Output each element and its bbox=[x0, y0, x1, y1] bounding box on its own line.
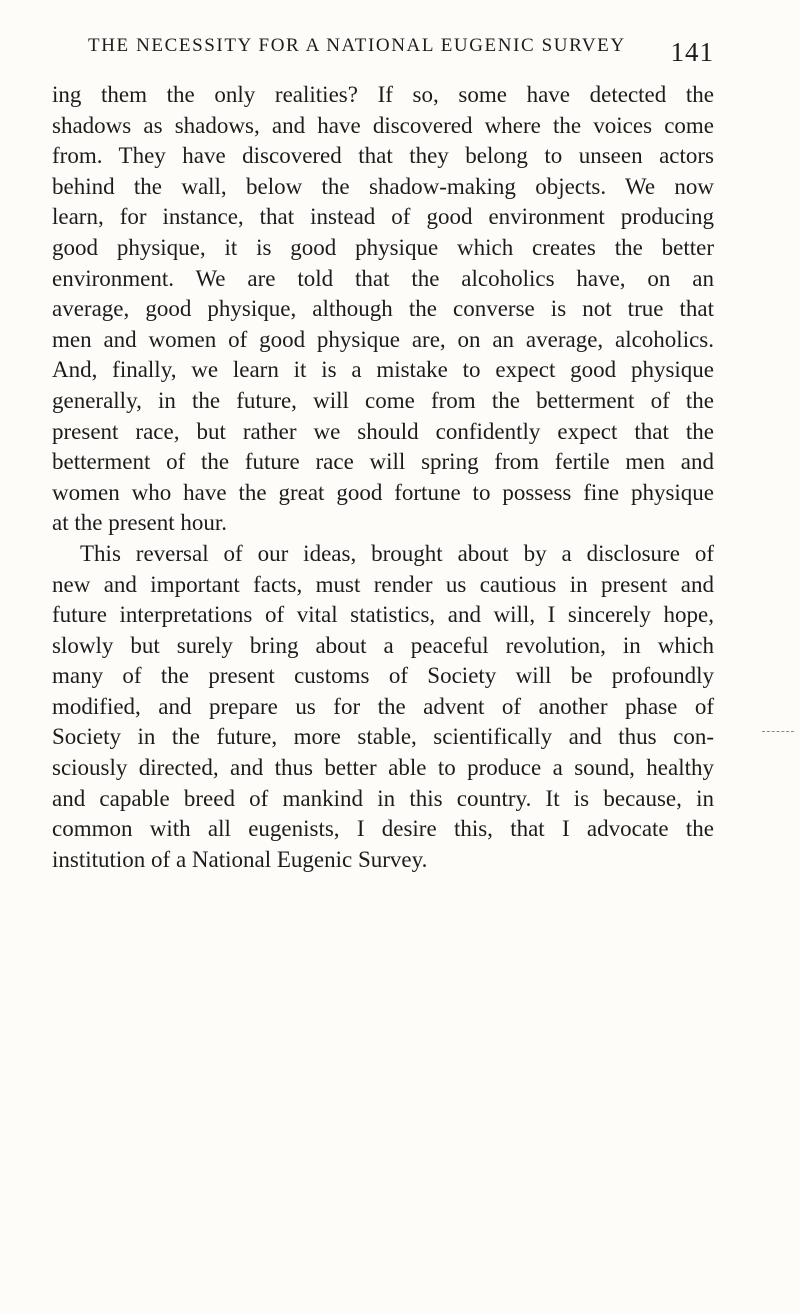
text-line: women who have the great good fortune to possess fine physique bbox=[52, 479, 714, 505]
text-line: And, finally, we learn it is a mistake to expect good physique bbox=[52, 357, 714, 383]
text-line: behind the wall, below the shadow-making objects. We now bbox=[52, 173, 714, 199]
text-line: average, good physique, although the converse is not true that bbox=[52, 296, 714, 322]
text-line: new and important facts, must render us cautious in present and bbox=[52, 571, 714, 597]
text-line: Society in the future, more stable, scientifically and thus con- bbox=[52, 724, 714, 750]
running-head bbox=[88, 35, 714, 69]
text-line: generally, in the future, will come from the betterment of the bbox=[52, 387, 714, 413]
text-line: ing them the only realities? If so, some have detected the bbox=[52, 82, 714, 107]
body-text bbox=[52, 80, 714, 875]
text-line: present race, but rather we should confidently expect that the bbox=[52, 418, 714, 444]
paragraph bbox=[52, 539, 714, 876]
text-line: many of the present customs of Society will be profoundly bbox=[52, 663, 714, 689]
text-line: future interpretations of vital statistics, and will, I sincerely hope, bbox=[52, 602, 714, 628]
text-line: shadows as shadows, and have discovered where the voices come bbox=[52, 112, 714, 138]
page-number: 141 bbox=[670, 37, 714, 67]
text-line: environment. We are told that the alcoholics have, on an bbox=[52, 265, 714, 291]
text-line: modified, and prepare us for the advent of another phase of bbox=[52, 693, 714, 719]
text-line: from. They have discovered that they belong to unseen actors bbox=[52, 143, 714, 169]
text-line: common with all eugenists, I desire this, that I advocate the bbox=[52, 816, 714, 842]
text-line: and capable breed of mankind in this country. It is because, in bbox=[52, 785, 714, 811]
text-line: men and women of good physique are, on an average, alcoholics. bbox=[52, 326, 714, 352]
text-line: betterment of the future race will spring from fertile men and bbox=[52, 449, 714, 475]
text-line: institution of a National Eugenic Survey. bbox=[52, 846, 428, 872]
text-line: slowly but surely bring about a peaceful revolution, in which bbox=[52, 632, 714, 658]
text-line: sciously directed, and thus better able to produce a sound, healthy bbox=[52, 755, 714, 781]
text-line: This reversal of our ideas, brought about by a disclosure of bbox=[80, 540, 714, 566]
text-line: learn, for instance, that instead of good environment producing bbox=[52, 204, 714, 230]
text-line: good physique, it is good physique which creates the better bbox=[52, 234, 714, 260]
running-title: THE NECESSITY FOR A NATIONAL EUGENIC SURVEY bbox=[88, 35, 626, 56]
paragraph bbox=[52, 80, 714, 539]
margin-mark bbox=[762, 731, 794, 734]
text-line: at the present hour. bbox=[52, 510, 228, 536]
